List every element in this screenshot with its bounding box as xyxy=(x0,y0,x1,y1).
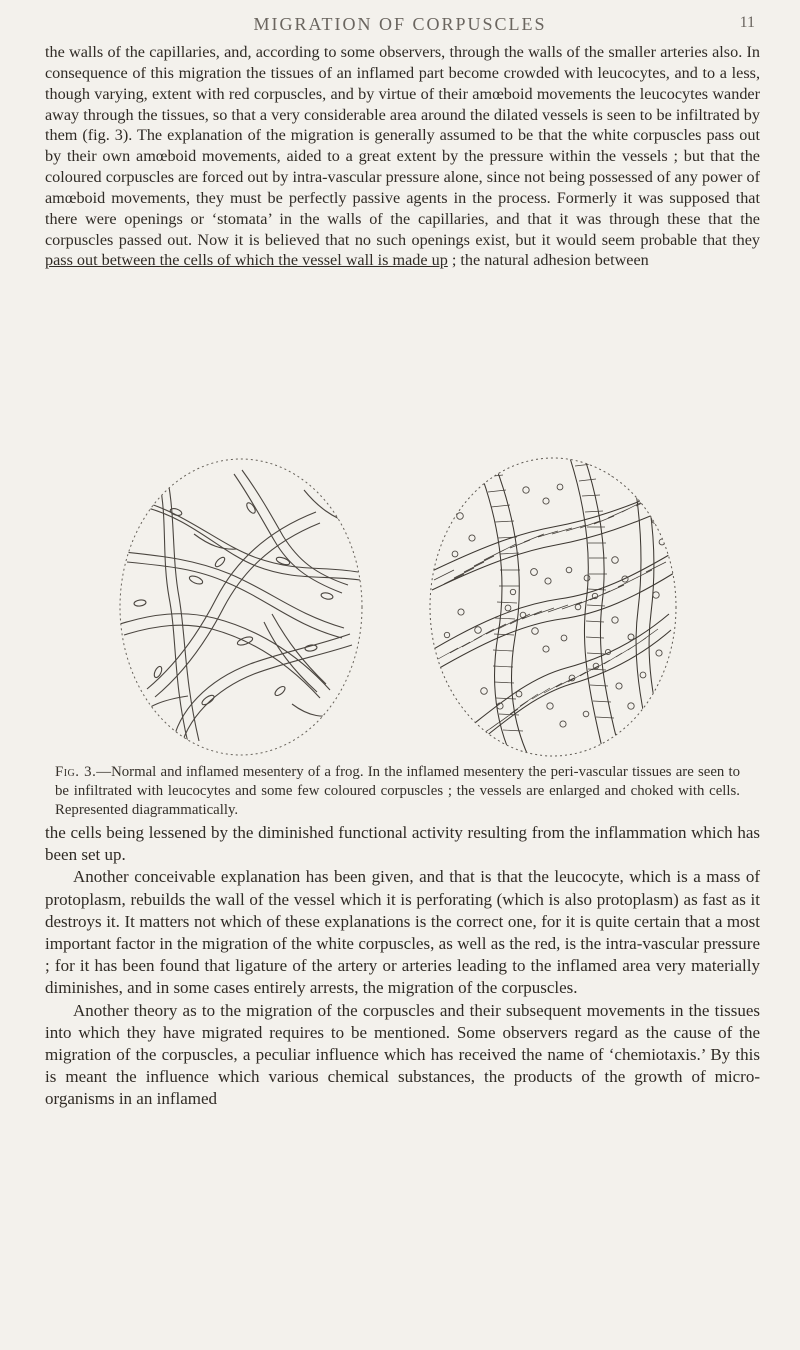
page-number: 11 xyxy=(739,14,755,31)
inflamed-mesentery-illustration xyxy=(424,454,682,760)
paragraph-continuation: the cells being lessened by the diminished functional activity resulting from the inflammation which has been set up. xyxy=(45,823,760,865)
top-paragraph-tail: ; the natural adhesion between xyxy=(451,251,649,270)
running-title: MIGRATION OF CORPUSCLES xyxy=(253,14,547,34)
bottom-text xyxy=(45,822,760,1111)
underlined-phrase: pass out between the cells of which the vessel wall is made up xyxy=(45,251,448,270)
top-paragraph xyxy=(45,42,760,271)
caption-label: Fig. 3. xyxy=(55,764,97,780)
inflamed-mesentery-drawing xyxy=(424,454,682,760)
normal-mesentery-drawing xyxy=(112,454,370,760)
paragraph-chemiotaxis: Another theory as to the migration of the corpuscles and their subsequent movements in the tissues into which they have migrated requires to be mentioned. Some observers regard as the cause of the migration of the corpuscles, a peculiar influence which has received the name of ‘chemiotaxis.’ By this is meant the influence which various chemical substances, the products of the growth of micro-organisms in an inflamed xyxy=(45,1000,760,1109)
normal-mesentery-illustration xyxy=(112,454,370,760)
paragraph-explanation: Another conceivable explanation has been given, and that is that the leucocyte, which is a mass of protoplasm, rebuilds the wall of the vessel which it is perforating (which is also protoplasm) as fast as it destroys it. It matters not which of these explanations is the correct one, for it is quite certain that a most important factor in the migration of the white corpuscles, as well as the red, is the intra-vascular pressure ; for it has been found that ligature of the artery or arteries leading to the inflamed area very materially diminishes, and in some cases entirely arrests, the migration of the corpuscles. xyxy=(45,867,760,998)
figure-caption xyxy=(55,763,740,819)
top-paragraph-text: the walls of the capillaries, and, according to some observers, through the walls of the smaller arteries also. In consequence of this migration the tissues of an inflamed part become crowded with leucocytes, and to a less, though varying, extent with red corpuscles, and by virtue of their amœboid movements the leucocytes wander away through the tissues, so that a very considerable area around the dilated vessels is seen to be infiltrated by them (fig. 3). The explanation of the migration is generally assumed to be that the white corpuscles pass out by their own amœboid movements, aided to a great extent by the pressure within the vessels ; but that the coloured corpuscles are forced out by intra-vascular pressure alone, since not being possessed of any power of amœboid movements, they must be perfectly passive agents in the process. Formerly it was supposed that there were openings or ‘stomata’ in the walls of the capillaries, and that it was through these that the corpuscles passed out. Now it is believed that no such openings exist, but it would seem probable that they xyxy=(45,43,760,249)
running-head xyxy=(0,6,800,46)
caption-text: —Normal and inflamed mesentery of a frog. In the inflamed mesentery the peri-vascular tissues are seen to be infiltrated with leucocytes and some few coloured corpuscles ; the vessels are enlarged and choked with cells. Represented diagrammatically. xyxy=(55,764,741,818)
figure-3 xyxy=(112,454,700,760)
